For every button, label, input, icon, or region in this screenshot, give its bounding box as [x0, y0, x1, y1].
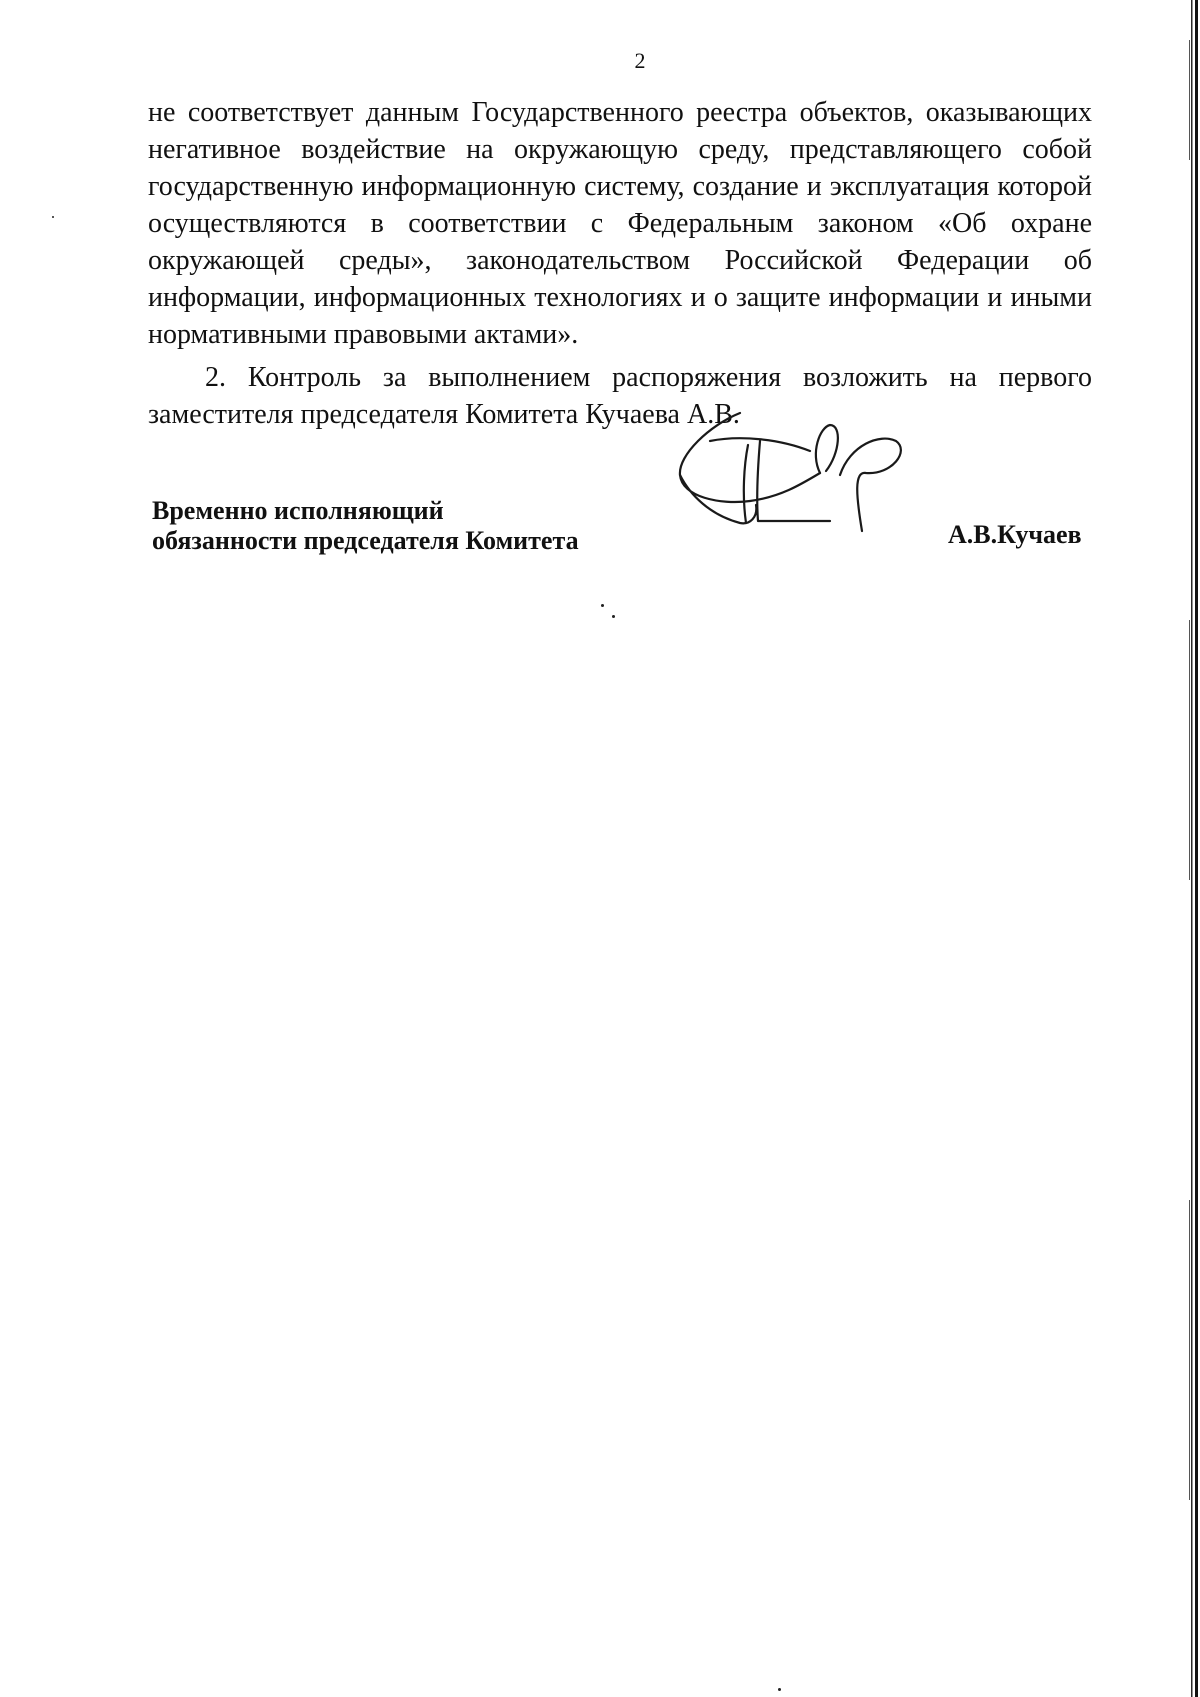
- handwritten-signature-icon: [670, 405, 920, 565]
- scan-speck: [601, 604, 604, 607]
- signatory-position: [152, 496, 579, 556]
- scan-speck: [778, 1688, 781, 1691]
- position-line-2: обязанности председателя Комитета: [152, 526, 579, 555]
- scan-edge-shadow: [1188, 0, 1200, 1697]
- scan-speck: [612, 615, 615, 618]
- document-body: [148, 94, 1092, 433]
- paragraph-continuation: не соответствует данным Государственного реестра объектов, оказывающих негативное воздействие на окружающую среду, представляющего собой государственную информационную систему, создание и эксплуатация которой осуществляются в соответствии с Федеральным законом «Об охране окружающей среды», законодательством Российской Федерации об информации, информационных технологиях и о защите информации и иными нормативными правовыми актами».: [148, 97, 1092, 350]
- page-number: 2: [634, 48, 646, 73]
- scan-speck: [52, 216, 54, 218]
- signer-name: А.В.Кучаев: [948, 520, 1082, 549]
- position-line-1: Временно исполняющий: [152, 496, 444, 525]
- paragraph-item-2: 2. Контроль за выполнением распоряжения возложить на первого заместителя председателя Комитета Кучаева А.В.: [148, 362, 1092, 430]
